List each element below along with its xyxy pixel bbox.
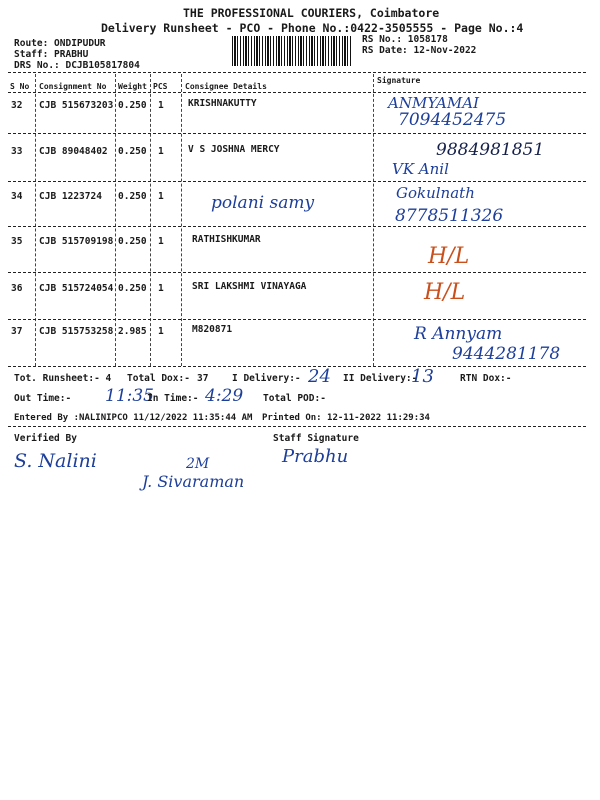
staff-label: Staff: PRABHU <box>14 49 89 60</box>
row-consignee: KRISHNAKUTTY <box>188 98 257 109</box>
i-delivery-value: 24 <box>308 366 331 387</box>
out-time-label: Out Time:- <box>14 393 72 404</box>
col-signature: Signature <box>377 76 421 85</box>
signature: Gokulnath <box>396 184 475 202</box>
total-runsheet: Tot. Runsheet:- 4 <box>14 373 112 384</box>
verified-by-label: Verified By <box>14 433 77 444</box>
row-weight: 2.985 <box>118 326 147 337</box>
signature-phone: 7094452475 <box>398 110 507 130</box>
row-divider <box>8 272 586 273</box>
table-header-rule <box>8 92 586 93</box>
row-consignee: M820871 <box>192 324 233 335</box>
row-pcs: 1 <box>158 100 164 111</box>
col-divider <box>115 74 116 366</box>
col-divider <box>150 74 151 366</box>
row-consignee: SRI LAKSHMI VINAYAGA <box>192 281 307 292</box>
staff-signature-label: Staff Signature <box>273 433 359 444</box>
row-pcs: 1 <box>158 326 164 337</box>
signature: H/L <box>424 280 466 305</box>
row-pcs: 1 <box>158 146 164 157</box>
row-divider <box>8 181 586 182</box>
drs-label: DRS No.: DCJB105817804 <box>14 60 140 71</box>
row-divider <box>8 319 586 320</box>
col-pcs: PCS <box>153 82 168 91</box>
row-weight: 0.250 <box>118 100 147 111</box>
row-consignment: CJB 89048402 <box>39 146 108 157</box>
row-consignee: V S JOSHNA MERCY <box>188 144 280 155</box>
row-consignment: CJB 515673203 <box>39 100 114 111</box>
i-delivery-label: I Delivery:- <box>232 373 301 384</box>
signature: VK Anil <box>392 160 449 178</box>
row-consignment: CJB 515724054 <box>39 283 114 294</box>
row-sno: 32 <box>11 100 23 111</box>
row-sno: 34 <box>11 191 23 202</box>
route-label: Route: ONDIPUDUR <box>14 38 106 49</box>
ii-delivery-label: II Delivery:- <box>343 373 418 384</box>
total-dox-value: 37 <box>197 373 209 384</box>
extra-signature: 2M <box>186 456 210 472</box>
barcode <box>232 36 352 66</box>
table-top-rule <box>8 72 586 73</box>
table-bottom-rule <box>8 366 586 367</box>
row-pcs: 1 <box>158 283 164 294</box>
col-sno: S No <box>10 82 30 91</box>
col-consignment: Consignment No <box>39 82 107 91</box>
signature-phone: 9444281178 <box>452 344 561 364</box>
row-sno: 33 <box>11 146 23 157</box>
row-weight: 0.250 <box>118 283 147 294</box>
col-divider <box>373 74 374 366</box>
col-consignee: Consignee Details <box>185 82 267 91</box>
entered-by: Entered By :NALINIPCO 11/12/2022 11:35:44 AM <box>14 413 253 423</box>
signature: R Annyam <box>414 324 503 344</box>
row-sno: 36 <box>11 283 23 294</box>
handwritten-consignee: polani samy <box>211 193 315 213</box>
printed-on: Printed On: 12-11-2022 11:29:34 <box>262 413 430 423</box>
row-divider <box>8 133 586 134</box>
rs-number: RS No.: 1058178 <box>362 34 448 45</box>
extra-signature-name: J. Sivaraman <box>142 472 245 491</box>
row-weight: 0.250 <box>118 146 147 157</box>
row-consignment: CJB 515709198 <box>39 236 114 247</box>
signature: H/L <box>428 244 470 269</box>
verified-signature: S. Nalini <box>14 450 97 472</box>
total-dox-label: Total Dox:- <box>127 373 190 384</box>
row-divider <box>8 226 586 227</box>
row-consignment: CJB 515753258 <box>39 326 114 337</box>
row-consignee: RATHISHKUMAR <box>192 234 261 245</box>
in-time-label: In Time:- <box>147 393 199 404</box>
total-pod-label: Total POD:- <box>263 393 326 404</box>
rs-date: RS Date: 12-Nov-2022 <box>362 45 477 56</box>
out-time-value: 11:35 <box>105 386 154 406</box>
runsheet-title: Delivery Runsheet - PCO - Phone No.:0422-3505555 - Page No.:4 <box>101 21 524 35</box>
staff-signature: Prabhu <box>282 446 349 467</box>
row-sno: 35 <box>11 236 23 247</box>
row-consignment: CJB 1223724 <box>39 191 102 202</box>
col-divider <box>35 74 36 366</box>
signature-phone: 8778511326 <box>395 206 504 226</box>
row-sno: 37 <box>11 326 23 337</box>
in-time-value: 4:29 <box>205 386 244 406</box>
footer-rule <box>8 426 586 427</box>
row-weight: 0.250 <box>118 191 147 202</box>
ii-delivery-value: 13 <box>411 366 434 387</box>
col-weight: Weight <box>118 82 147 91</box>
row-pcs: 1 <box>158 236 164 247</box>
col-divider <box>181 74 182 366</box>
signature-phone: 9884981851 <box>436 140 545 160</box>
company-title: THE PROFESSIONAL COURIERS, Coimbatore <box>183 6 440 20</box>
row-weight: 0.250 <box>118 236 147 247</box>
rtn-dox-label: RTN Dox:- <box>460 373 512 384</box>
signature: ANMYAMAI <box>388 94 480 112</box>
row-pcs: 1 <box>158 191 164 202</box>
